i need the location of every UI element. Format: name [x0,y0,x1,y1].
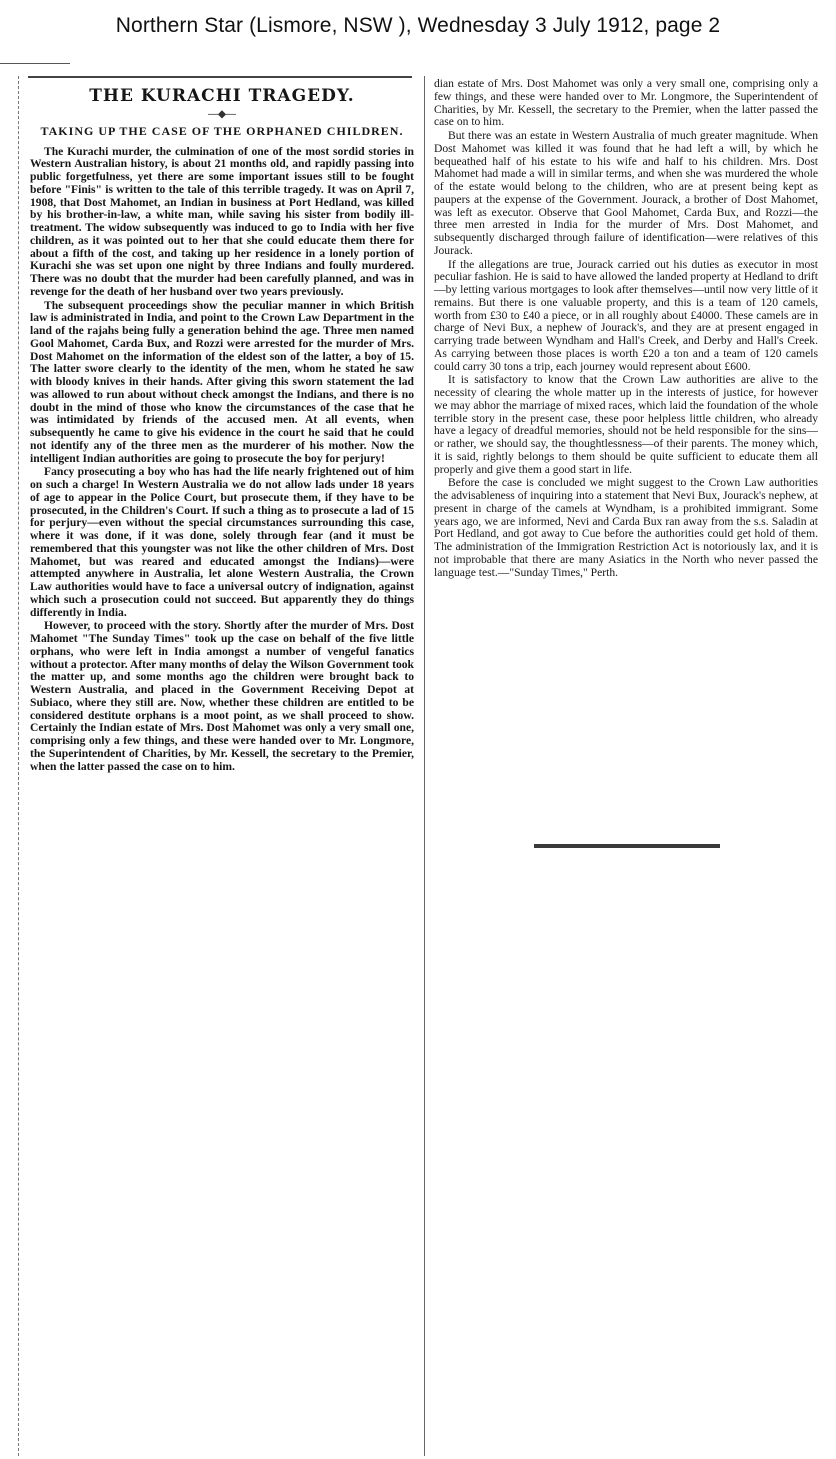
headline: THE KURACHI TRAGEDY. [89,86,355,106]
paragraph: The subsequent proceedings show the peculiar manner in which British law is administrated in India, and point to the Crown Law Department in the land of the rajahs being fully a generation behind the age. Three men named Gool Mahomet, Carda Bux, and Rozzi were arrested for the murder of Mrs. Dost Mahomet on the information of the eldest son of the latter, a boy of 15. The latter swore clearly to the identity of the men, whom he stated he saw with bloody knives in their hands. After giving this sworn statement the lad was allowed to run about without check amongst the Indians, and there is no doubt in the mind of those who know the circumstances of the case that he was intimidated by friends of the accused men. At all events, when subsequently he came to give his evidence in the court he said that he could not identify any of the three men as the murderer of his mother. Now the intelligent Indian authorities are going to prosecute the boy for perjury! [30,298,414,465]
paragraph: dian estate of Mrs. Dost Mahomet was only a very small one, comprising only a few things, and these were handed over to Mr. Longmore, the Superintendent of Charities, by Mr. Kessell, the secretary to the Premier, when the latter passed the case on to him. [434,78,818,129]
subheadline: TAKING UP THE CASE OF THE ORPHANED CHILDREN. [40,123,404,138]
paragraph: If the allegations are true, Jourack carried out his duties as executor in most peculiar fashion. He is said to have allowed the landed property at Hedland to drift—by letting various mortgages to look after themselves—until now very little of it remains. But there is one valuable property, and this is a team of 120 camels, worth from £30 to £40 a piece, or in all roughly about £4000. These camels are in charge of Nevi Bux, a nephew of Jourack's, and they are at present engaged in carrying trade between Wyndham and Hall's Creek, and Derby and Hall's Creek. As carrying between those places is worth £20 a ton and a team of 120 camels could carry 30 tons a trip, each journey would represent about £600. [434,257,818,373]
column-top-rule [28,76,412,78]
paragraph: Before the case is concluded we might suggest to the Crown Law authorities the advisableness of inquiring into a statement that Nevi Bux, Jourack's nephew, at present in charge of the camels at Wyndham, is a prohibited immigrant. Some years ago, we are informed, Nevi and Carda Bux ran away from the s.s. Saladin at Port Hedland, and got away to Cue before the authorities could get hold of them. The administration of the Immigration Restriction Act is notoriously lax, and it is not improbable that there are many Asiatics in the North who never passed the language test.—"Sunday Times," Perth. [434,476,818,579]
paragraph: But there was an estate in Western Australia of much greater magnitude. When Dost Mahomet was killed it was found that he had left a will, by which he bequeathed half of his estate to his wife and half to his children. Mrs. Dost Mahomet had made a will in similar terms, and when she was murdered the whole of the estate would belong to the children, who are at present being kept as paupers at the expense of the Government. Jourack, a brother of Dost Mahomet, was left as executor. Observe that Gool Mahomet, Carda Bux, and Rozzi—the three men arrested in India for the murder of Mrs. Dost Mahomet, and subsequently discharged through failure of identification—were relatives of this Jourack. [434,129,818,257]
paragraph: It is satisfactory to know that the Crown Law authorities are alive to the necessity of clearing the whole matter up in the interests of justice, for however we may abhor the marriage of mixed races, which laid the foundation of the whole terrible story in the present case, these poor helpless little children, who already have a legacy of dreadful memories, should not be held responsible for the sins—or rather, we should say, the thoughtlessness—of their parents. The money which, it is said, rightly belongs to them should be quite sufficient to educate them all properly and give them a good start in life. [434,373,818,476]
article-column-2 [434,78,818,678]
ornament-divider: —◆— [208,108,236,120]
paragraph: Fancy prosecuting a boy who has had the life nearly frightened out of him on such a charge! In Western Australia we do not allow lads under 18 years of age to appear in the Police Court, but prosecute them, if they have to be prosecuted, in the Children's Court. If such a thing as to prosecute a lad of 15 for perjury—even without the special circumstances surrounding this case, where it was done, if it was done, solely through fear (and it must be remembered that this youngster was not like the other children of Mrs. Dost Mahomet, but was reared and educated amongst the Indians)—were attempted anywhere in Australia, let alone Western Australia, the Crown Law authorities would have to face a universal outcry of indignation, against which such a prosecution could not succeed. But apparently they do things differently in India. [30,465,414,619]
column-divider [424,76,425,1456]
article-end-rule [534,844,720,848]
top-rule [0,63,70,64]
paragraph: The Kurachi murder, the culmination of one of the most sordid stories in Western Australian history, is about 21 months old, and rapidly passing into public forgetfulness, yet there are some important issues still to be fought before "Finis" is written to the tale of this terrible tragedy. It was on April 7, 1908, that Dost Mahomet, an Indian in business at Port Hedland, was killed by his brother-in-law, a white man, while saving his sister from bodily ill-treatment. The widow subsequently was induced to go to India with her five children, as it was pointed out to her that she could educate them there for about a fifth of the cost, and taking up her residence in a lonely portion of Kurachi she was set upon one night by three Indians and foully murdered. There was no doubt that the murder had been carefully planned, and was in revenge for the death of her husband over two years previously. [30,144,414,298]
article-column-1 [30,86,414,1456]
page-title: Northern Star (Lismore, NSW ), Wednesday 3 July 1912, page 2 [115,14,721,37]
paragraph: However, to proceed with the story. Shortly after the murder of Mrs. Dost Mahomet "The Sunday Times" took up the case on behalf of the five little orphans, who were left in India amongst a number of vengeful fanatics without a protector. After many months of delay the Wilson Government took the matter up, and some months ago the children were brought back to Western Australia, and placed in the Government Receiving Depot at Subiaco, where they still are. Now, whether these children are entitled to be considered destitute orphans is a moot point, as we shall proceed to show. Certainly the Indian estate of Mrs. Dost Mahomet was only a very small one, comprising only a few things, and these were handed over to Mr. Longmore, the Superintendent of Charities, by Mr. Kessell, the secretary to the Premier, when the latter passed the case on to him. [30,619,414,773]
